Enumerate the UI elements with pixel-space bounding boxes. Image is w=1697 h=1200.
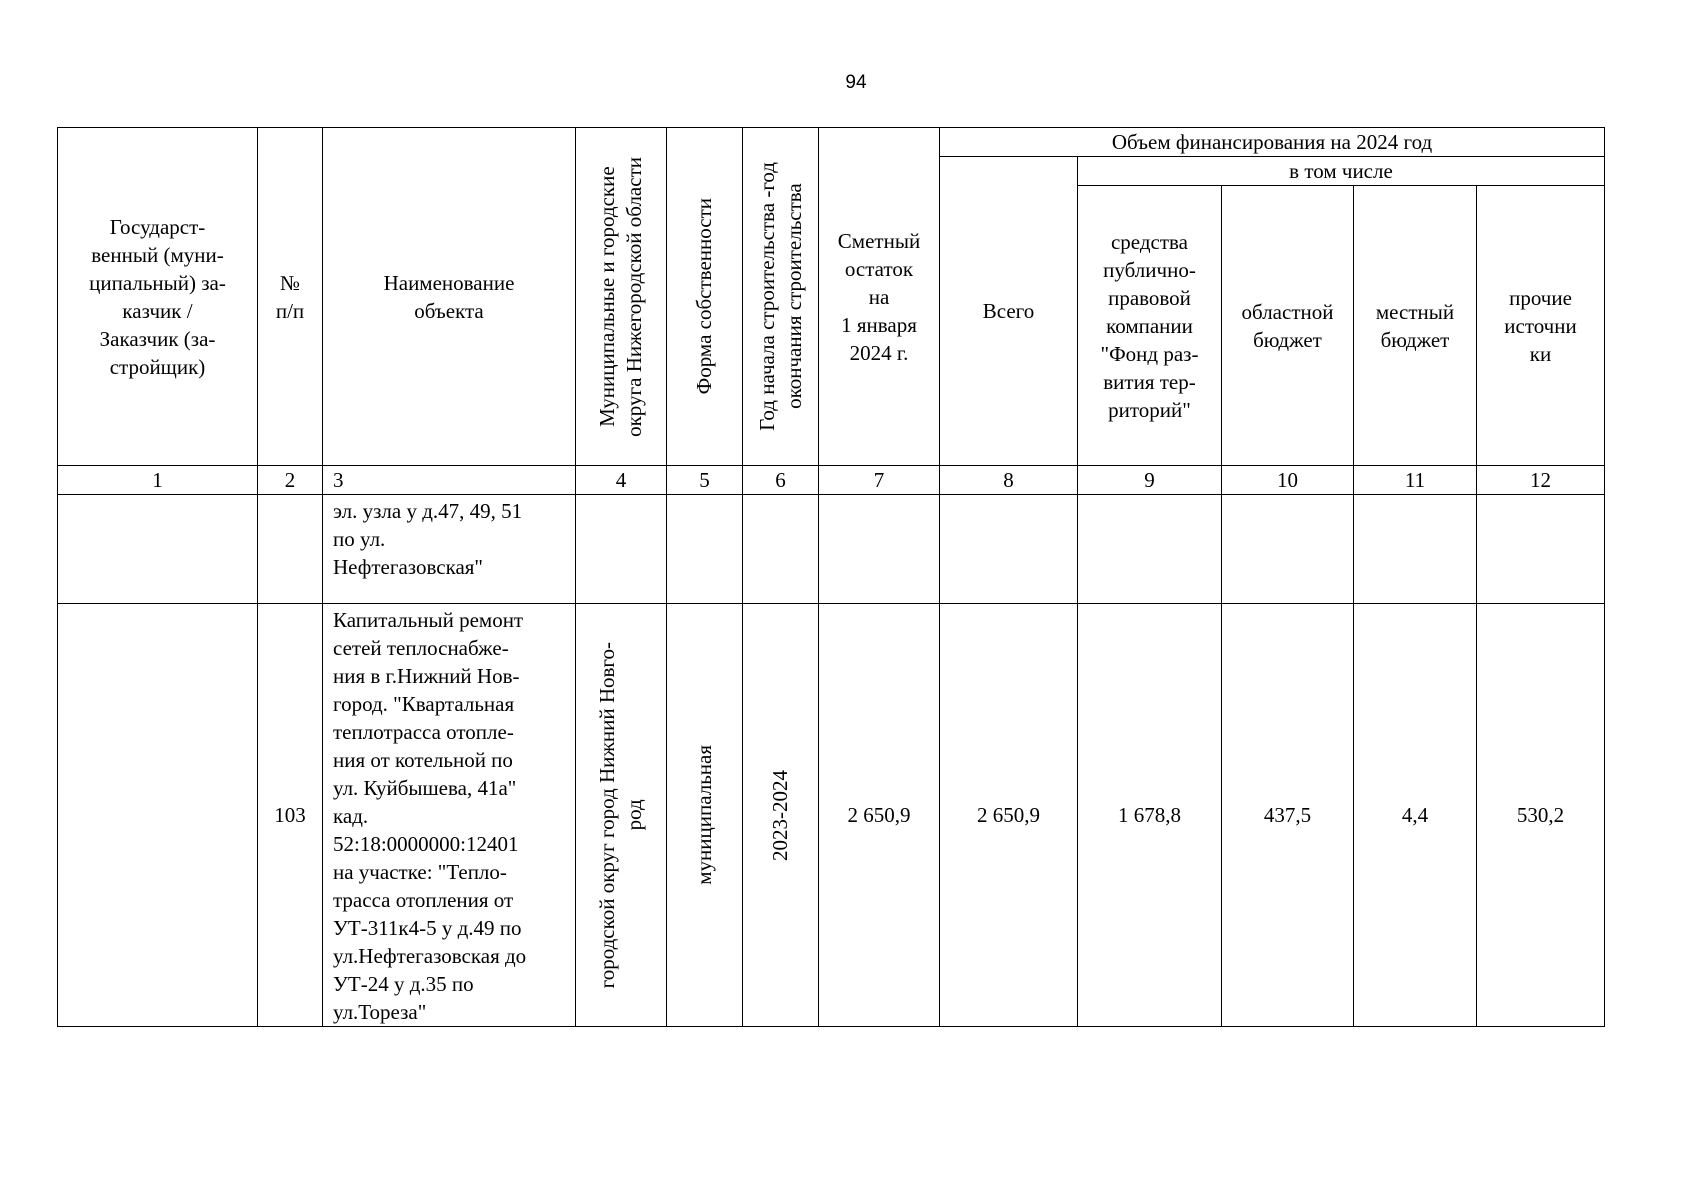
header-other-sources: прочие источни ки (1477, 186, 1605, 466)
cell-local-budget (1354, 495, 1477, 604)
column-number: 8 (940, 466, 1078, 495)
column-number-row (58, 466, 1605, 495)
column-number: 6 (743, 466, 819, 495)
page-number: 94 (845, 72, 867, 93)
column-number: 9 (1078, 466, 1222, 495)
column-number: 11 (1354, 466, 1477, 495)
cell-ownership: муниципальная (692, 745, 716, 885)
cell-object-name: эл. узла у д.47, 49, 51 по ул. Нефтегазовская" (323, 495, 576, 604)
cell-district (576, 495, 667, 604)
header-estimate-balance: Сметный остаток на 1 января 2024 г. (819, 128, 940, 466)
header-funding-title: Объем финансирования на 2024 год (940, 128, 1605, 157)
cell-total (940, 495, 1078, 604)
column-number: 12 (1477, 466, 1605, 495)
cell-years (743, 495, 819, 604)
cell-number (258, 495, 323, 604)
cell-total: 2 650,9 (940, 604, 1078, 1027)
column-number: 1 (58, 466, 258, 495)
cell-number: 103 (258, 604, 323, 1027)
header-customer: Государст- венный (муни- ципальный) за- казчик / Заказчик (за- стройщик) (58, 128, 258, 466)
header-district: Муниципальные и городские округа Нижегородской области (595, 156, 646, 437)
header-years-cell (743, 128, 819, 466)
header-years: Год начала строительства -год окончания строительства (754, 162, 806, 431)
header-number: № п/п (258, 128, 323, 466)
cell-fund-territories (1078, 495, 1222, 604)
header-fund-territories: средства публично- правовой компании "Фонд раз- вития тер- риторий" (1078, 186, 1222, 466)
cell-customer (58, 495, 258, 604)
header-total: Всего (940, 157, 1078, 466)
header-local-budget: местный бюджет (1354, 186, 1477, 466)
cell-other-sources: 530,2 (1477, 604, 1605, 1027)
cell-district: городской округ город Нижний Новго- род (595, 641, 646, 989)
header-ownership: Форма собственности (692, 198, 716, 395)
header-district-cell (576, 128, 667, 466)
header-including: в том числе (1078, 157, 1605, 186)
cell-estimate-balance (819, 495, 940, 604)
cell-years-wrap (743, 604, 819, 1027)
header-object-name: Наименование объекта (323, 128, 576, 466)
column-number: 7 (819, 466, 940, 495)
cell-local-budget: 4,4 (1354, 604, 1477, 1027)
cell-other-sources (1477, 495, 1605, 604)
cell-fund-territories: 1 678,8 (1078, 604, 1222, 1027)
cell-ownership (667, 495, 743, 604)
cell-district-wrap (576, 604, 667, 1027)
cell-regional-budget: 437,5 (1222, 604, 1354, 1027)
cell-regional-budget (1222, 495, 1354, 604)
table-row (58, 495, 1605, 604)
header-ownership-cell (667, 128, 743, 466)
cell-customer (58, 604, 258, 1027)
financing-table (57, 127, 1605, 1027)
column-number: 3 (323, 466, 576, 495)
cell-object-name: Капитальный ремонт сетей теплоснабже- ния в г.Нижний Нов- город. "Квартальная теплотрасса отопле- ния от котельной по ул. Куйбышева, 41а" кад. 52:18:0000000:12401 на участке: "Тепло- трасса отопления от УТ-311к4-5 у д.49 по ул.Нефтегазовская до УТ-24 у д.35 по ул.Тореза" (323, 604, 576, 1027)
cell-years: 2023-2024 (768, 769, 792, 861)
column-number: 4 (576, 466, 667, 495)
column-number: 5 (667, 466, 743, 495)
cell-ownership-wrap (667, 604, 743, 1027)
column-number: 2 (258, 466, 323, 495)
cell-estimate-balance: 2 650,9 (819, 604, 940, 1027)
table-row (58, 604, 1605, 1027)
header-regional-budget: областной бюджет (1222, 186, 1354, 466)
column-number: 10 (1222, 466, 1354, 495)
